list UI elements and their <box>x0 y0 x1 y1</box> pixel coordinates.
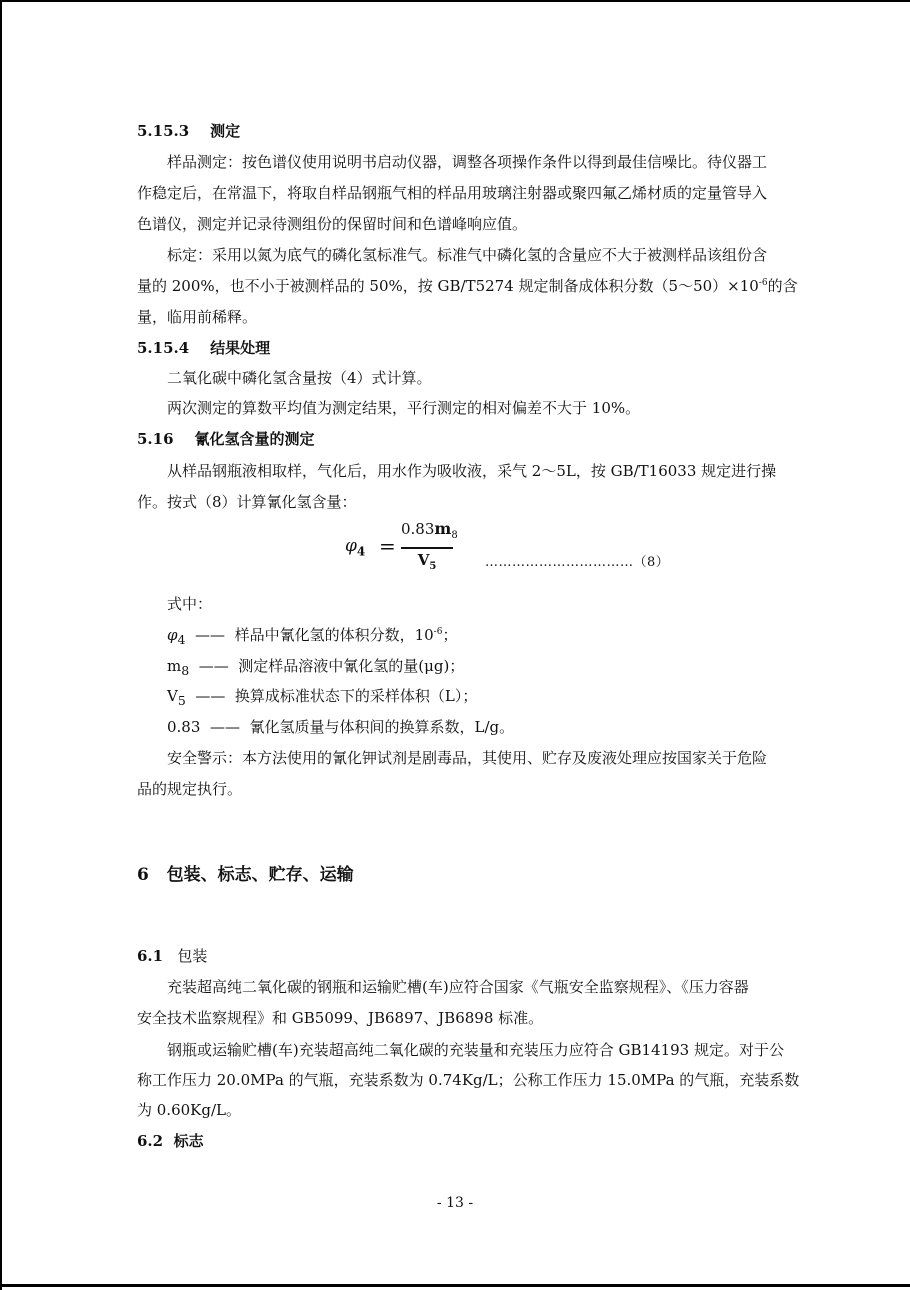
paragraph-line: 作稳定后，在常温下，将取自样品钢瓶气相的样品用玻璃注射器或聚四氟乙烯材质的定量管导入 <box>137 184 768 202</box>
heading-6-2: 6.2 标志 <box>137 1132 204 1150</box>
page-border-top <box>0 0 910 2</box>
where-label: 式中： <box>167 595 213 613</box>
formula-denominator: $V_5$ <box>417 550 437 572</box>
formula-fraction <box>401 518 458 576</box>
formula-equals: = <box>379 534 396 558</box>
paragraph-line: 两次测定的算数平均值为测定结果，平行测定的相对偏差不大于 10%。 <box>167 399 641 417</box>
heading-5-15-4: 5.15.4 结果处理 <box>137 339 271 357</box>
page-number: - 13 - <box>436 1195 474 1211</box>
paragraph-line: 安全技术监察规程》和 GB5099、JB6897、JB6898 标准。 <box>137 1009 544 1027</box>
formula-numerator: $0.83m_8$ <box>401 519 458 541</box>
page-border-left <box>0 0 2 1290</box>
paragraph-line: 称工作压力 20.0MPa 的气瓶，充装系数为 0.74Kg/L；公称工作压力 15.0MPa 的气瓶，充装系数 <box>137 1071 800 1089</box>
formula-lhs: $\varphi_4$ <box>345 536 366 559</box>
paragraph-line: 从样品钢瓶液相取样，气化后，用水作为吸收液，采气 2～5L，按 GB/T16033 规定进行操 <box>167 462 777 480</box>
paragraph-line: 作。按式（8）计算氰化氢含量： <box>137 493 357 511</box>
formula-number: （8） <box>633 555 670 570</box>
paragraph-line: 量，临用前稀释。 <box>137 308 258 326</box>
page-border-bottom <box>0 1284 910 1287</box>
paragraph-line: 为 0.60Kg/L。 <box>137 1101 241 1119</box>
paragraph-line: 标定：采用以氮为底气的磷化氢标准气。标准气中磷化氢的含量应不大于被测样品该组份含 <box>167 246 768 264</box>
heading-6-1: 6.1 包装 <box>137 947 208 965</box>
definition-v5: $V_5$ —— 换算成标准状态下的采样体积（L）； <box>167 687 478 708</box>
heading-6: 6 包装、标志、贮存、运输 <box>137 865 354 885</box>
paragraph-line: 钢瓶或运输贮槽(车)充装超高纯二氧化碳的充装量和充装压力应符合 GB14193 规定。对于公 <box>167 1041 784 1059</box>
paragraph-line: 样品测定：按色谱仪使用说明书启动仪器，调整各项操作条件以得到最佳信噪比。待仪器工 <box>167 153 768 171</box>
heading-5-15-3: 5.15.3 测定 <box>137 122 241 140</box>
paragraph-line: 充装超高纯二氧化碳的钢瓶和运输贮槽(车)应符合国家《气瓶安全监察规程》、《压力容器 <box>167 978 749 996</box>
formula-leader: ……………………………（8） <box>485 555 670 570</box>
paragraph-line: 色谱仪，测定并记录待测组份的保留时间和色谱峰响应值。 <box>137 215 528 233</box>
definition-coefficient: 0.83 —— 氰化氢质量与体积间的换算系数，L/g。 <box>167 718 515 736</box>
paragraph-line: 量的 200%，也不小于被测样品的 50%，按 GB/T5274 规定制备成体积分数$(5\sim 50)\times 10^{-6}$的含 <box>137 277 798 295</box>
heading-5-16: 5.16 氰化氢含量的测定 <box>137 430 315 448</box>
definition-m8: $m_8$ —— 测定样品溶液中氰化氢的量(μg)； <box>167 657 465 678</box>
formula-8 <box>345 518 458 574</box>
definition-phi4: $\varphi_4$ —— 样品中氰化氢的体积分数，$10^{-6}$； <box>167 626 458 647</box>
fraction-bar <box>401 547 453 549</box>
paragraph-line: 二氧化碳中磷化氢含量按（4）式计算。 <box>167 369 432 387</box>
safety-warning-cont: 品的规定执行。 <box>137 780 243 798</box>
safety-warning: 安全警示：本方法使用的氰化钾试剂是剧毒品，其使用、贮存及废液处理应按国家关于危险 <box>167 749 768 767</box>
